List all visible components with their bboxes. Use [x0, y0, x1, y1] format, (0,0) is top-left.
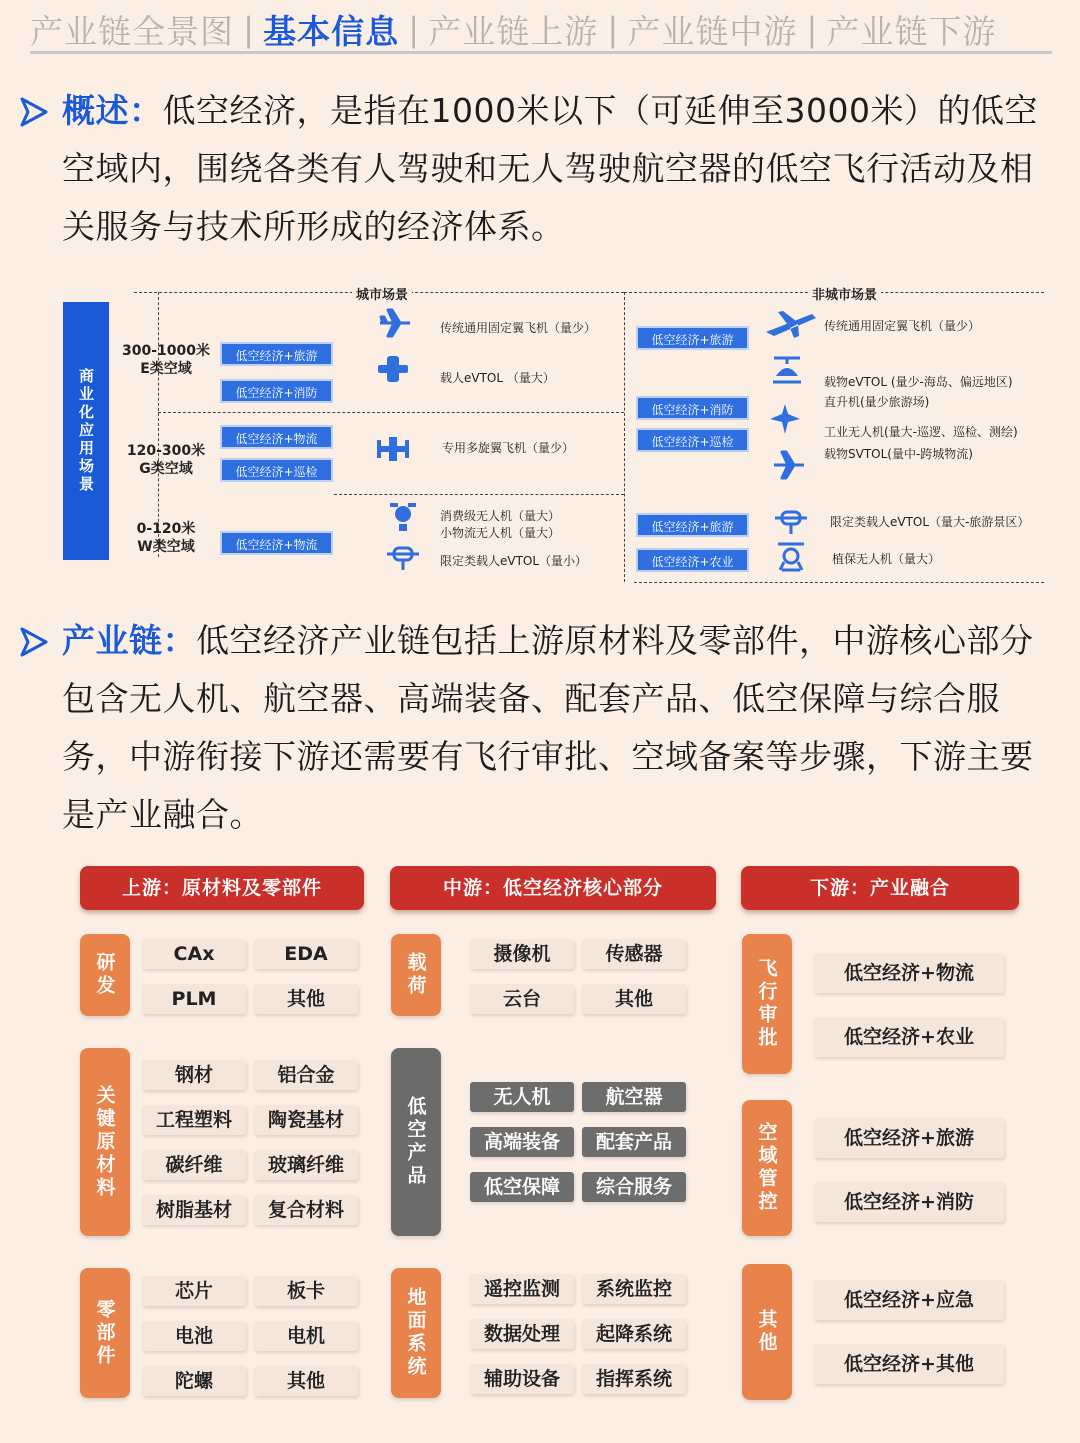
airspace-e: 300-1000米 E类空域	[122, 343, 210, 377]
chain-item: 传感器	[582, 939, 686, 969]
chain-item: 铝合金	[254, 1060, 358, 1090]
chain-item: 高端装备	[470, 1127, 574, 1157]
chain-text: 低空经济产业链包括上游原材料及零部件，中游核心部分包含无人机、航空器、高端装备、配套产品、低空保障与综合服务，中游衔接下游还需要有飞行审批、空域备案等步骤，下游主要是产业融合。	[62, 621, 1034, 834]
tab-separator: |	[408, 10, 420, 49]
overview-paragraph	[62, 82, 1047, 256]
midstream-header: 中游：低空经济核心部分	[390, 866, 716, 910]
airliner-icon	[762, 306, 818, 340]
tab-downstream[interactable]: 产业链下游	[826, 12, 997, 51]
nonurban-tag: 低空经济+旅游	[636, 326, 749, 350]
nonurban-tag: 低空经济+旅游	[636, 513, 749, 537]
upstream-header: 上游：原材料及零部件	[80, 866, 364, 910]
urban-tag: 低空经济+物流	[220, 531, 333, 555]
tab-basic-info[interactable]: 基本信息	[263, 12, 400, 51]
cargo-svtol-icon	[772, 448, 806, 482]
tab-chain-overview[interactable]: 产业链全景图	[30, 12, 234, 51]
chain-item: 无人机	[470, 1082, 574, 1112]
chain-item: 树脂基材	[142, 1195, 246, 1225]
overview-text: 低空经济，是指在1000米以下（可延伸至3000米）的低空空域内，围绕各类有人驾驶和无人驾驶航空器的低空飞行活动及相关服务与技术所形成的经济体系。	[62, 91, 1038, 246]
urban-scene-title: 城市场景	[352, 284, 412, 303]
urban-item: 限定类载人eVTOL（量小）	[440, 554, 588, 568]
urban-item: 传统通用固定翼飞机（量少）	[440, 321, 597, 335]
chain-item: 辅助设备	[470, 1364, 574, 1394]
urban-tag: 低空经济+物流	[220, 425, 333, 449]
nonurban-item: 工业无人机(量大-巡逻、巡检、测绘) 载物SVTOL(量中-跨城物流)	[824, 425, 1018, 461]
consumer-drone-icon	[386, 500, 420, 534]
chain-item: 复合材料	[254, 1195, 358, 1225]
group-label-raw-materials: 关键原材料	[80, 1048, 130, 1236]
chain-item: EDA	[254, 939, 358, 969]
industrial-drone-icon	[768, 402, 802, 436]
chain-item: 陀螺	[142, 1366, 246, 1396]
tab-midstream[interactable]: 产业链中游	[627, 12, 798, 51]
chain-item: 起降系统	[582, 1319, 686, 1349]
chain-item: 低空经济+农业	[814, 1017, 1004, 1057]
nonurban-tag: 低空经济+巡检	[636, 428, 749, 452]
group-label-rnd: 研发	[80, 934, 130, 1016]
cargo-evtol-icon	[770, 354, 804, 388]
chain-item: 低空经济+旅游	[814, 1118, 1004, 1158]
downstream-header: 下游：产业融合	[741, 866, 1019, 910]
nonurban-tag: 低空经济+农业	[636, 548, 749, 572]
urban-item: 专用多旋翼飞机（量少）	[442, 441, 575, 455]
chain-item: 低空经济+应急	[814, 1280, 1004, 1320]
nonurban-tag: 低空经济+消防	[636, 396, 749, 420]
chain-item: 综合服务	[582, 1172, 686, 1202]
tourism-evtol-icon	[774, 504, 808, 538]
urban-tag: 低空经济+巡检	[220, 458, 333, 482]
chain-item: 云台	[470, 984, 574, 1014]
chain-item: CAx	[142, 939, 246, 969]
group-label-payload: 载荷	[391, 934, 441, 1016]
chain-item: 电机	[254, 1321, 358, 1351]
multirotor-icon	[376, 432, 410, 466]
chain-item: 系统监控	[582, 1274, 686, 1304]
tab-bar	[30, 8, 1052, 54]
fixed-wing-aircraft-icon	[378, 306, 412, 340]
chain-item: 数据处理	[470, 1319, 574, 1349]
arrow-right-icon	[18, 96, 50, 128]
nonurban-item: 植保无人机（量大）	[832, 552, 941, 566]
chain-item: 其他	[254, 1366, 358, 1396]
chain-item: 低空经济+消防	[814, 1182, 1004, 1222]
chain-item: 碳纤维	[142, 1150, 246, 1180]
scene-diagram	[60, 282, 1050, 587]
chain-item: 玻璃纤维	[254, 1150, 358, 1180]
scene-side-label: 商业化应用场景	[63, 302, 109, 560]
tab-separator: |	[806, 10, 818, 49]
chain-item: 芯片	[142, 1276, 246, 1306]
airspace-w: 0-120米 W类空域	[136, 521, 196, 555]
chain-item: 其他	[582, 984, 686, 1014]
chain-item: 低空经济+其他	[814, 1344, 1004, 1384]
group-label-low-altitude-products: 低空产品	[391, 1048, 441, 1236]
tab-separator: |	[243, 10, 255, 49]
chain-item: 低空保障	[470, 1172, 574, 1202]
tab-upstream[interactable]: 产业链上游	[428, 12, 599, 51]
crop-drone-icon	[774, 540, 808, 574]
chain-item: 其他	[254, 984, 358, 1014]
group-label-components: 零部件	[80, 1268, 130, 1398]
chain-item: 摄像机	[470, 939, 574, 969]
chain-item: 配套产品	[582, 1127, 686, 1157]
nonurban-item: 传统通用固定翼飞机（量少）	[824, 319, 981, 333]
chain-paragraph	[62, 612, 1047, 844]
nonurban-scene-title: 非城市场景	[808, 284, 881, 303]
chain-item: 工程塑料	[142, 1105, 246, 1135]
nonurban-item: 限定类载人eVTOL（量大-旅游景区）	[830, 515, 1030, 529]
chain-item: 航空器	[582, 1082, 686, 1112]
airspace-g: 120-300米 G类空域	[126, 443, 206, 477]
nonurban-item: 载物eVTOL (量少-海岛、偏远地区) 直升机(量少旅游场)	[824, 375, 1013, 409]
tab-separator: |	[607, 10, 619, 49]
arrow-right-icon	[18, 626, 50, 658]
overview-keyword: 概述：	[62, 91, 163, 130]
chain-item: 钢材	[142, 1060, 246, 1090]
chain-item: 电池	[142, 1321, 246, 1351]
chain-item: PLM	[142, 984, 246, 1014]
urban-item: 载人eVTOL （量大）	[440, 371, 555, 385]
chain-item: 低空经济+物流	[814, 953, 1004, 993]
passenger-evtol-icon	[386, 540, 420, 574]
group-label-others: 其他	[742, 1264, 792, 1400]
group-label-ground-system: 地面系统	[391, 1268, 441, 1398]
chain-item: 板卡	[254, 1276, 358, 1306]
chain-item: 指挥系统	[582, 1364, 686, 1394]
urban-item: 消费级无人机（量大） 小物流无人机（量大）	[440, 509, 561, 540]
chain-item: 陶瓷基材	[254, 1105, 358, 1135]
group-label-airspace-control: 空域管控	[742, 1100, 792, 1236]
evtol-icon	[376, 352, 410, 386]
chain-item: 遥控监测	[470, 1274, 574, 1304]
group-label-flight-approval: 飞行审批	[742, 934, 792, 1074]
chain-keyword: 产业链：	[62, 621, 196, 660]
urban-tag: 低空经济+消防	[220, 379, 333, 403]
urban-tag: 低空经济+旅游	[220, 342, 333, 366]
